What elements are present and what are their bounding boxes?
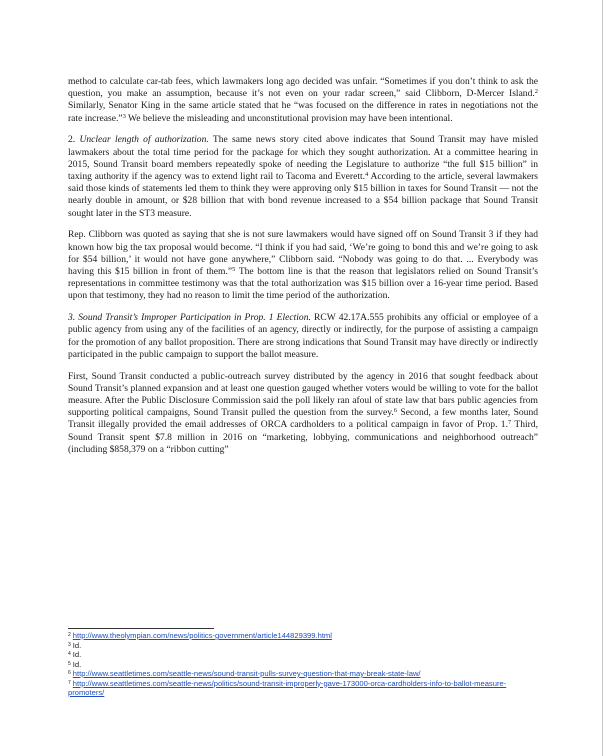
paragraph-car-tab-fees: method to calculate car-tab fees, which lawmakers long ago decided was unfair. “Sometimes if you don’t think to ask the question, you make an assumption, because it’s not even on your radar screen,” said Clibborn, D-Mercer Island.$^2$ Similarly, Senator King in the same article stated that he “was focused on the difference in rates in negotiations not the rate increase.”$^3$ We believe the misleading and unconstitutional provision may have been intentional. (68, 76, 538, 124)
paragraph-improper-participation: 3. Sound Transit’s Improper Participation in Prop. 1 Election. RCW 42.17A.555 prohibits any official or employee of a public agency from using any of the facilities of an agency, directly or indirectly, for the purpose of assisting a campaign for the promotion of any ballot proposition. There are strong indications that Sound Transit may have directly or indirectly participated in the public campaign to support the ballot measure. (68, 312, 538, 360)
footnote-ref-6[interactable]: 6 (393, 407, 397, 415)
footnotes (68, 631, 538, 698)
footnote-ref-7[interactable]: 7 (507, 419, 512, 427)
footnote-7: $^7$ http://www.seattletimes.com/seattle-news/politics/sound-transit-improperly-gave-173000-orca-cardholders-info-to-ballot-measure-promoters/ (68, 678, 507, 697)
footnote-separator (68, 628, 214, 629)
paragraph-clibborn-quote: Rep. Clibborn was quoted as saying that she is not sure lawmakers would have signed off on Sound Transit 3 if they had known how big the tax proposal would become. “I think if you had said, ‘We’re going to bond this and we’re going to ask for $54 billion,’ it would not have gone anywhere,” Clibborn said. “Nobody was going to do that. ... Everybody was having this $15 billion in front of them.”$^5$ The bottom line is that the reason that legislators relied on Sound Transit’s representations in committee testimony was that the total authorization was $15 billion over a 16-year time period. Based upon that testimony, they had no reason to limit the time period of the authorization. (68, 229, 539, 302)
section-heading-participation: 3. Sound Transit’s Improper Participation in Prop. 1 Election. (68, 312, 311, 324)
footnote-ref-4[interactable]: 4 (365, 171, 369, 179)
footnote-ref-2[interactable]: 2 (534, 88, 538, 96)
footnote-link[interactable]: http://www.seattletimes.com/seattle-news/sound-transit-pulls-survey-question-that-may-break-state-law/ (72, 669, 421, 678)
document-body (68, 76, 538, 456)
footnote-3: $^3$ Id. (68, 640, 82, 650)
page-edge (602, 0, 603, 756)
footnote-ref-5[interactable]: 5 (232, 266, 236, 274)
footnote-6: $^6$ http://www.seattletimes.com/seattle-news/sound-transit-pulls-survey-question-that-may-break-state-law/ (68, 669, 421, 678)
footnote-2: $^2$ http://www.theolympian.com/news/politics-government/article144829399.html (68, 631, 332, 640)
section-heading-authorization: Unclear length of authorization. (79, 134, 209, 146)
paragraph-public-outreach: First, Sound Transit conducted a public-outreach survey distributed by the agency in 2016 that sought feedback about Sound Transit’s planned expansion and at least one question gauged whether voters would be willing to vote for the ballot measure. After the Public Disclosure Commission said the poll likely ran afoul of state law that bars public agencies from supporting political campaigns, Sound Transit pulled the question from the survey.$^6$ Second, a few months later, Sound Transit illegally provided the email addresses of ORCA cardholders to a political campaign in favor of Prop. 1.$^7$ Third, Sound Transit spent $7.8 million in 2016 on “marketing, lobbying, communications and neighborhood outreach” (including $858,379 on a “ribbon cutting” (68, 370, 538, 455)
footnote-4: $^4$ Id. (68, 650, 82, 659)
footnote-link[interactable]: http://www.seattletimes.com/seattle-news/politics/sound-transit-improperly-gave-173000-orca-cardholders-info-to-ballot-measure-promoters/ (68, 678, 507, 697)
footnote-ref-3[interactable]: 3 (122, 112, 126, 120)
footnote-link[interactable]: http://www.theolympian.com/news/politics-government/article144829399.html (72, 631, 332, 640)
paragraph-unclear-authorization: 2. Unclear length of authorization. The same news story cited above indicates that Sound Transit may have misled lawmakers about the total time period for the package for which they sought authorization. At a committee hearing in 2015, Sound Transit board members repeatedly spoke of needing the Legislature to authorize “the full $15 billion” in taxing authority if the agency was to extend light rail to Tacoma and Everett.$^4$ According to the article, several lawmakers said those kinds of statements led them to think they were approving only $15 billion in taxes for Sound Transit — not the nearly double in amount, or $28 billion that with bond revenue increased to a $54 billion package that Sound Transit sought later in the ST3 measure. (68, 134, 538, 219)
footnote-5: $^5$ Id. (68, 659, 82, 669)
